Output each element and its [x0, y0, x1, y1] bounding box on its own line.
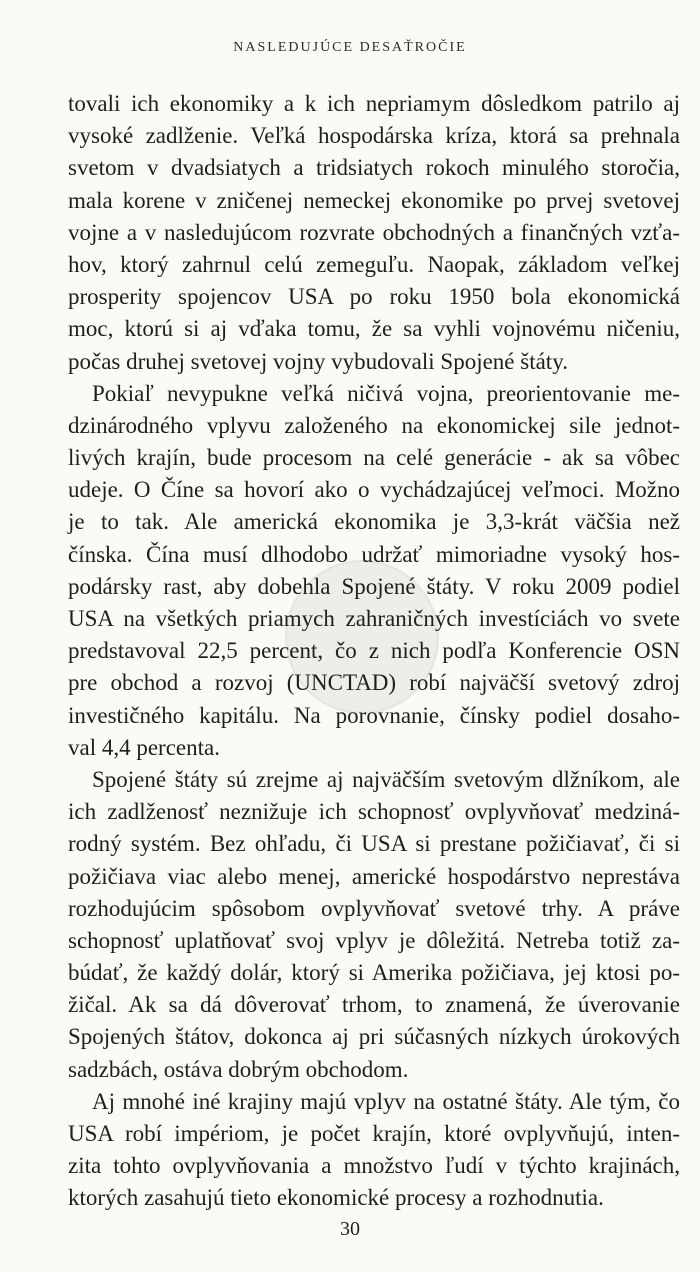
text-line: žičal. Ak sa dá dôverovať trhom, to znamená, že úverovanie [68, 992, 680, 1018]
text-line: čínska. Čína musí dlhodobo udržať mimoriadne vysoký hos- [68, 541, 680, 567]
body-text [68, 88, 680, 1215]
paragraph-2 [68, 378, 680, 764]
text-line: je to tak. Ale americká ekonomika je 3,3-krát väčšia než [68, 509, 680, 535]
text-line: Spojené štáty sú zrejme aj najväčším svetovým dlžníkom, ale [92, 766, 680, 792]
text-line: svetom v dvadsiatych a tridsiatych rokoch minulého storočia, [68, 155, 680, 181]
running-head: NASLEDUJÚCE DESAŤROČIE [233, 40, 467, 55]
text-line: sadzbách, ostáva dobrým obchodom. [68, 1056, 409, 1082]
paragraph-1 [68, 88, 680, 378]
text-line: investičného kapitálu. Na porovnanie, čínsky podiel dosaho- [68, 702, 680, 728]
text-line: ich zadlženosť neznižuje ich schopnosť ovplyvňovať medziná- [68, 799, 680, 825]
text-line: schopnosť uplatňovať svoj vplyv je dôležitá. Netreba totiž za- [68, 927, 680, 953]
paragraph-3 [68, 764, 680, 1086]
page-number: 30 [340, 1218, 360, 1240]
text-line: livých krajín, bude procesom na celé generácie - ak sa vôbec [68, 445, 680, 471]
text-line: vojne a v nasledujúcom rozvrate obchodných a finančných vzťa- [68, 219, 680, 245]
text-line: počas druhej svetovej vojny vybudovali Spojené štáty. [68, 348, 568, 374]
text-line: Spojených štátov, dokonca aj pri súčasných nízkych úrokových [68, 1024, 680, 1050]
text-line: rozhodujúcim spôsobom ovplyvňovať svetové trhy. A práve [68, 895, 680, 921]
text-line: mala korene v zničenej nemeckej ekonomike po prvej svetovej [68, 187, 680, 213]
text-line: USA na všetkých priamych zahraničných investíciách vo svete [68, 606, 680, 631]
paragraph-4 [68, 1086, 680, 1215]
text-line: podársky rast, aby dobehla Spojené štáty. V roku 2009 podiel [68, 573, 680, 599]
text-line: Pokiaľ nevypukne veľká ničivá vojna, preorientovanie me- [92, 380, 680, 406]
text-line: dzinárodného vplyvu založeného na ekonomickej sile jednot- [68, 412, 680, 438]
text-line: pre obchod a rozvoj (UNCTAD) robí najväčší svetový zdroj [68, 670, 680, 696]
text-line: hov, ktorý zahrnul celú zemeguľu. Naopak, základom veľkej [68, 251, 680, 277]
text-line: udeje. O Číne sa hovorí ako o vychádzajúcej veľmoci. Možno [68, 477, 680, 503]
text-line: rodný systém. Bez ohľadu, či USA si prestane požičiavať, či si [68, 831, 680, 857]
text-line: USA robí impériom, je počet krajín, ktoré ovplyvňujú, inten- [68, 1121, 680, 1146]
text-line: Aj mnohé iné krajiny majú vplyv na ostatné štáty. Ale tým, čo [92, 1088, 680, 1114]
text-line: prosperity spojencov USA po roku 1950 bola ekonomická [68, 284, 680, 310]
text-line: búdať, že každý dolár, ktorý si Amerika požičiava, jej ktosi po- [68, 960, 680, 986]
text-line: predstavoval 22,5 percent, čo z nich podľa Konferencie OSN [68, 638, 680, 664]
text-line: zita tohto ovplyvňovania a množstvo ľudí v týchto krajinách, [68, 1153, 680, 1179]
text-line: požičiava viac alebo menej, americké hospodárstvo neprestáva [68, 863, 680, 889]
text-line: vysoké zadlženie. Veľká hospodárska kríza, ktorá sa prehnala [68, 123, 680, 149]
text-line: ktorých zasahujú tieto ekonomické procesy a rozhodnutia. [68, 1185, 604, 1211]
text-line: val 4,4 percenta. [68, 734, 220, 760]
text-line: moc, ktorú si aj vďaka tomu, že sa vyhli vojnovému ničeniu, [68, 316, 680, 342]
text-line: tovali ich ekonomiky a k ich nepriamym dôsledkom patrilo aj [68, 91, 680, 116]
